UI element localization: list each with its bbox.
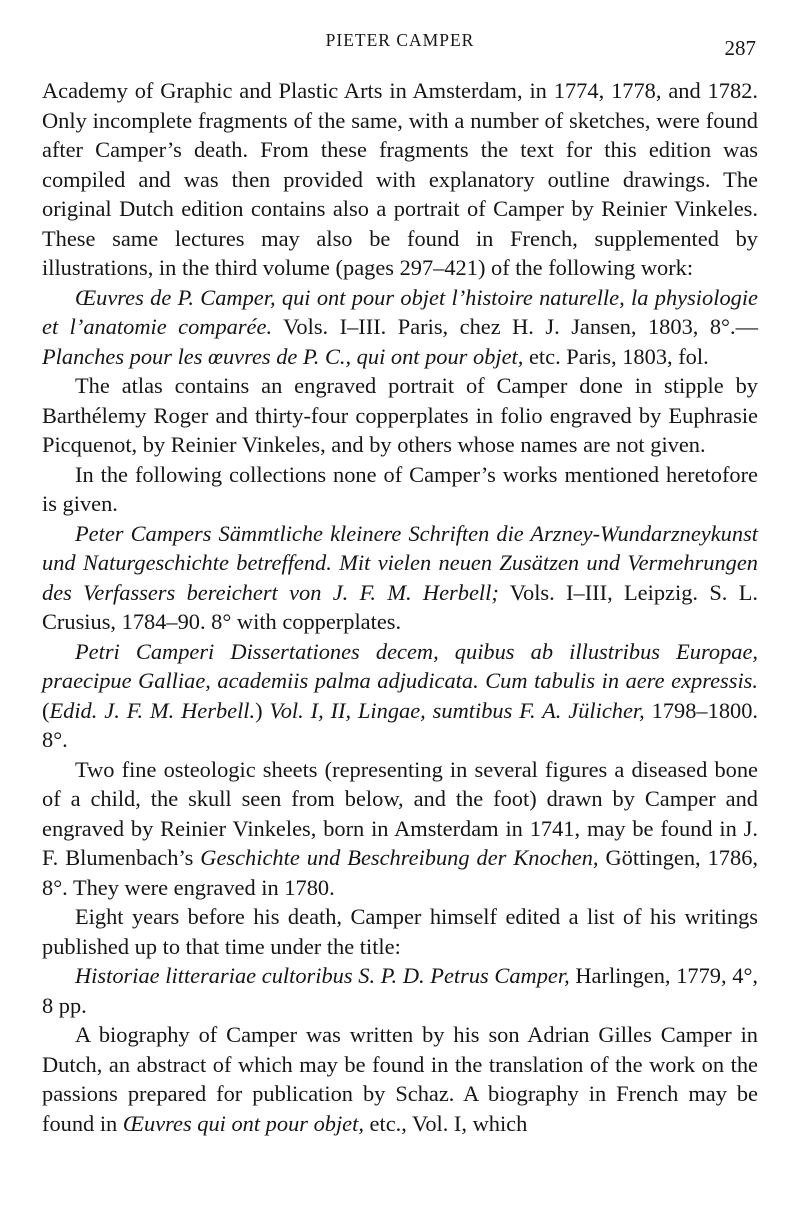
- text-run: (: [42, 697, 50, 723]
- italic-text-run: Geschichte und Beschreibung der Knochen,: [200, 845, 599, 870]
- paragraph-p3: [42, 371, 758, 460]
- paragraph-p4: [42, 460, 758, 519]
- text-run: Two fine osteologic sheets (representing in several figures a diseased bone of a child, the skull seen from below, and the foot) drawn by Camper and engraved by Reinier Vinkeles, born in Amsterdam in 1741, may be found in J. F. Blumenbach’s: [42, 756, 758, 870]
- paragraph-p5: [42, 519, 758, 637]
- italic-text-run: Edid. J. F. M. Herbell.: [49, 697, 256, 723]
- text-run: In the following collections none of Camper’s works mentioned heretofore is given.: [42, 461, 758, 516]
- italic-text-run: Peter Campers Sämmtliche kleinere Schriften die Arzney-Wundarzneykunst und Naturgeschichte betreffend. Mit vielen neuen Zusätzen und Vermehrungen des Verfassers bereichert von J. F. M. Herbell;: [42, 520, 758, 605]
- paragraph-p1: [42, 76, 758, 283]
- italic-text-run: Œuvres de P. Camper, qui ont pour objet l’histoire naturelle, la physiologie et l’anatomie comparée.: [42, 284, 758, 339]
- text-run: Vols. I–III, Leipzig. S. L. Crusius, 1784–90. 8° with copperplates.: [42, 579, 758, 634]
- text-run: Academy of Graphic and Plastic Arts in Amsterdam, in 1774, 1778, and 1782. Only incomplete fragments of the same, with a number of sketches, were found after Camper’s death. From these fragments the text for this edition was compiled and was then provided with explanatory outline drawings. The original Dutch edition contains also a portrait of Camper by Reinier Vinkeles. These same lectures may also be found in French, supplemented by illustrations, in the third volume (pages 297–421) of the following work:: [42, 78, 758, 280]
- text-run: etc., Vol. I, which: [363, 1110, 528, 1136]
- paragraph-p9: [42, 961, 758, 1020]
- italic-text-run: Œuvres qui ont pour objet,: [122, 1110, 364, 1136]
- paragraph-p10: [42, 1020, 758, 1138]
- paragraph-p2: [42, 283, 758, 372]
- running-title: PIETER CAMPER: [325, 30, 475, 50]
- italic-text-run: Vol. I, II, Lingae, sumtibus F. A. Jülicher,: [269, 697, 645, 723]
- page-number: 287: [724, 36, 756, 60]
- text-run: Eight years before his death, Camper himself edited a list of his writings published up to that time under the title:: [42, 904, 758, 959]
- paragraph-p7: [42, 755, 758, 903]
- paragraph-p6: [42, 637, 758, 755]
- body-text: [42, 76, 758, 1138]
- text-run: A biography of Camper was written by his son Adrian Gilles Camper in Dutch, an abstract of which may be found in the translation of the work on the passions prepared for publication by Schaz. A biography in French may be found in: [42, 1022, 758, 1136]
- paragraph-p8: [42, 902, 758, 961]
- italic-text-run: Petri Camperi Dissertationes decem, quibus ab illustribus Europae, praecipue Galliae, academiis palma adjudicata. Cum tabulis in aere expressis.: [42, 638, 758, 693]
- italic-text-run: Historiae litterariae cultoribus S. P. D. Petrus Camper,: [75, 963, 570, 988]
- text-run: The atlas contains an engraved portrait of Camper done in stipple by Barthélemy Roger and thirty-four copperplates in folio engraved by Euphrasie Picquenot, by Reinier Vinkeles, and by others whose names are not given.: [42, 373, 758, 457]
- italic-text-run: Planches pour les œuvres de P. C., qui ont pour objet,: [42, 343, 524, 369]
- text-run: Vols. I–III. Paris, chez H. J. Jansen, 1803, 8°.—: [272, 314, 758, 339]
- text-run: etc. Paris, 1803, fol.: [523, 343, 709, 369]
- text-run: ): [255, 697, 270, 723]
- text-run: 1798–1800. 8°.: [42, 697, 759, 752]
- text-run: Harlingen, 1779, 4°, 8 pp.: [42, 963, 759, 1018]
- text-run: Göttingen, 1786, 8°. They were engraved in 1780.: [42, 845, 758, 900]
